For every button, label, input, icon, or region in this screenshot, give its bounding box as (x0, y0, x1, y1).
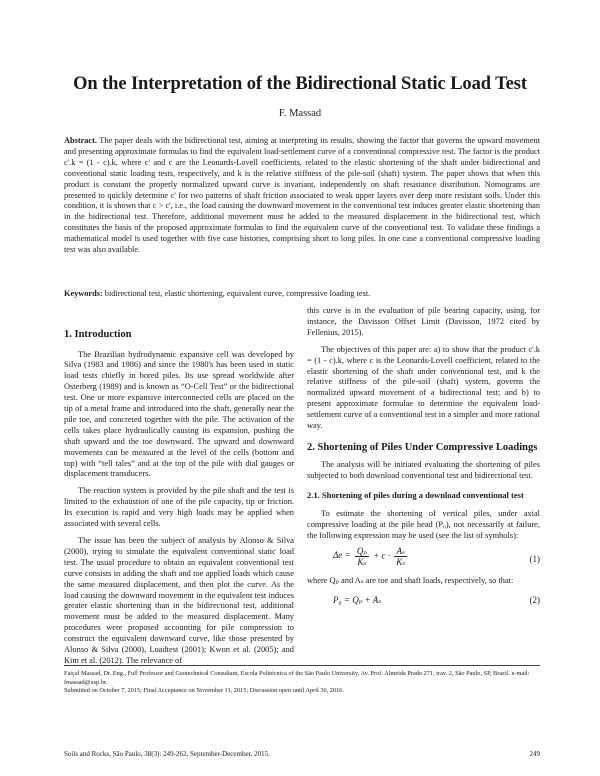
eq-fraction: $\frac{\text{Aₛ}}{\text{Kₛ}}$ (396, 545, 406, 567)
eq-lhs: Δe = (333, 550, 351, 561)
left-column (64, 329, 294, 667)
section-2-title: 2. Shortening of Piles Under Compressive Loadings (307, 441, 538, 453)
paper-title: On the Interpretation of the Bidirectional Static Load Test (73, 74, 527, 94)
abstract-label: Abstract. (64, 136, 97, 145)
eq-fraction: $\frac{\text{Qₚ}}{\text{Kₛ}}$ (356, 545, 367, 567)
paragraph: The Brazilian hydrodynamic expansive cell was developed by Silva (1983 and 1986) and since the 1980's has been used in static load tests chiefly in bored piles. Its use spread worldwide after Osterberg (1989) and is known as “O-Cell Test” or the bidirectional test. One or more expansive interconnected cells are placed on the tip of a metal frame and introduced into the shaft, generally near the pile toe, and concreted together with the pile. The activation of the cells takes place hydraulically causing its expansion, pushing the shaft upward and the toe downward. The upward and downward movements can be measured at the level of the cells (bottom and top) with “tell tales” and at the top of the pile with dial gauges or displacement transducers. (64, 349, 294, 479)
subsection-2-1-title: 2.1. Shortening of piles during a download conventional test (307, 490, 524, 501)
right-column (307, 306, 540, 609)
keywords-label: Keywords: (64, 289, 103, 298)
page-number: 249 (529, 750, 540, 758)
eq-mid: + c · (373, 550, 391, 561)
footnote (64, 670, 540, 696)
paragraph: where Qₚ and Aₛ are toe and shaft loads, respectively, so that: (307, 575, 514, 585)
paragraph: The analysis will be initiated evaluating the shortening of piles subjected to both download conventional test and bidirectional test. (307, 460, 540, 481)
submission-dates: Submitted on October 7, 2015; Final Acceptance on November 11, 2015; Discussion open until April 30, 2016. (64, 687, 344, 695)
paragraph: The reaction system is provided by the pile shaft and the test is limited to the exhaustion of one of the pile capacity, tip or friction. Its execution is rapid and very high loads may be applied when associated with several cells. (64, 486, 294, 529)
abstract-text: The paper deals with the bidirectional test, aiming at interpreting its results, showing the factor that governs the upward movement and presenting approximate formulas to find the equivalent load-settlement curve of a conventional compressive test. The factor is the product c'.k = (1 - c).k, where c' and c are the Leonards-Lovell coefficients, related to the elastic shortening of the shaft under bidirectional and conventional static loading tests, respectively, and k is the relative stiffness of the pile-soil (shaft) system. The paper shows that when this product is constant the properly normalized upward curve is invariant, independently on shaft resistance distribution. Nomograms are presented to quickly determine c' for two patterns of shaft friction associated to weak upper layers over deep more resistant soils. Under this condition, it is shown that c > c', i.e., the load causing the downward movement in the conventional test induces greater elastic shortening than in the bidirectional test. Therefore, additional movement must be added to the measured displacement in the bidirectional test, which constitutes the basis of the proposed approximate formulas to find the equivalent curve of the conventional test. To validate these findings a mathematical model is used together with five case histories, comprising short to long piles. In one case a conventional compressive loading test was also available. (64, 136, 540, 255)
paragraph: this curve is in the evaluation of pile bearing capacity, using, for instance, the Davisson Offset Limit (Davisson, 1972 cited by Fellenius, 2015). (307, 306, 540, 337)
equation-2 (307, 591, 540, 609)
equation-number: (2) (529, 594, 540, 605)
paragraph: The objectives of this paper are: a) to show that the product c'.k = (1 - c).k, where c is the Leonards-Lovell coefficient, related to the elastic shortening of the shaft under conventional test, and k the relative stiffness of the pile-soil (shaft) system, governs the normalized upward movement of a bidirectional test; and b) to present approximate formulae to determine the equivalent load-settlement curve of a conventional test in a simpler and more rational way. (307, 344, 540, 431)
section-1-title: 1. Introduction (64, 329, 132, 340)
keywords (64, 289, 540, 300)
abstract (64, 136, 540, 256)
paragraph: To estimate the shortening of vertical piles, under axial compressive loading at the pile head (P₀), not necessarily at failure, the following expression may be used (see the list of symbols): (307, 509, 540, 540)
keywords-text: bidirectional test, elastic shortening, equivalent curve, compressive loading test. (104, 289, 371, 298)
eq-text: P₀ = Qₚ + Aₛ (333, 594, 382, 605)
equation-number: (1) (529, 553, 540, 564)
footnote-rule (64, 665, 540, 666)
affiliation: Faiçal Massad, Dr. Eng., Full Professor and Geotechnical Consultant, Escola Politécnica of the São Paulo University, Av. Prof. Almeida Prado 271, trav. 2, São Paulo, SP, Brazil. e-mail: fmassad@usp.br. (64, 670, 530, 686)
journal-citation: Soils and Rocks, São Paulo, 38(3): 249-262, September-December, 2015. (64, 750, 270, 758)
author-name: F. Massad (278, 108, 322, 119)
equation-1 (307, 546, 540, 572)
paragraph: The issue has been the subject of analysis by Alonso & Silva (2000), trying to simulate the equivalent conventional static load test. The usual procedure to obtain an equivalent conventional test curve consists in adding the shaft and toe applied loads which cause the same measured displacement, and then plot the curve. As the load causing the downward movement in the equivalent test induces greater elastic shortening than in the bidirectional test, additional movement must be added to the measured displacement. Many procedures were proposed accounting for pile compression to construct the equivalent downward curve, like those presented by Alonso & Silva (2000), Loadtest (2001); Kwon et al. (2005); and Kim et al. (2012). The relevance of (64, 536, 294, 665)
